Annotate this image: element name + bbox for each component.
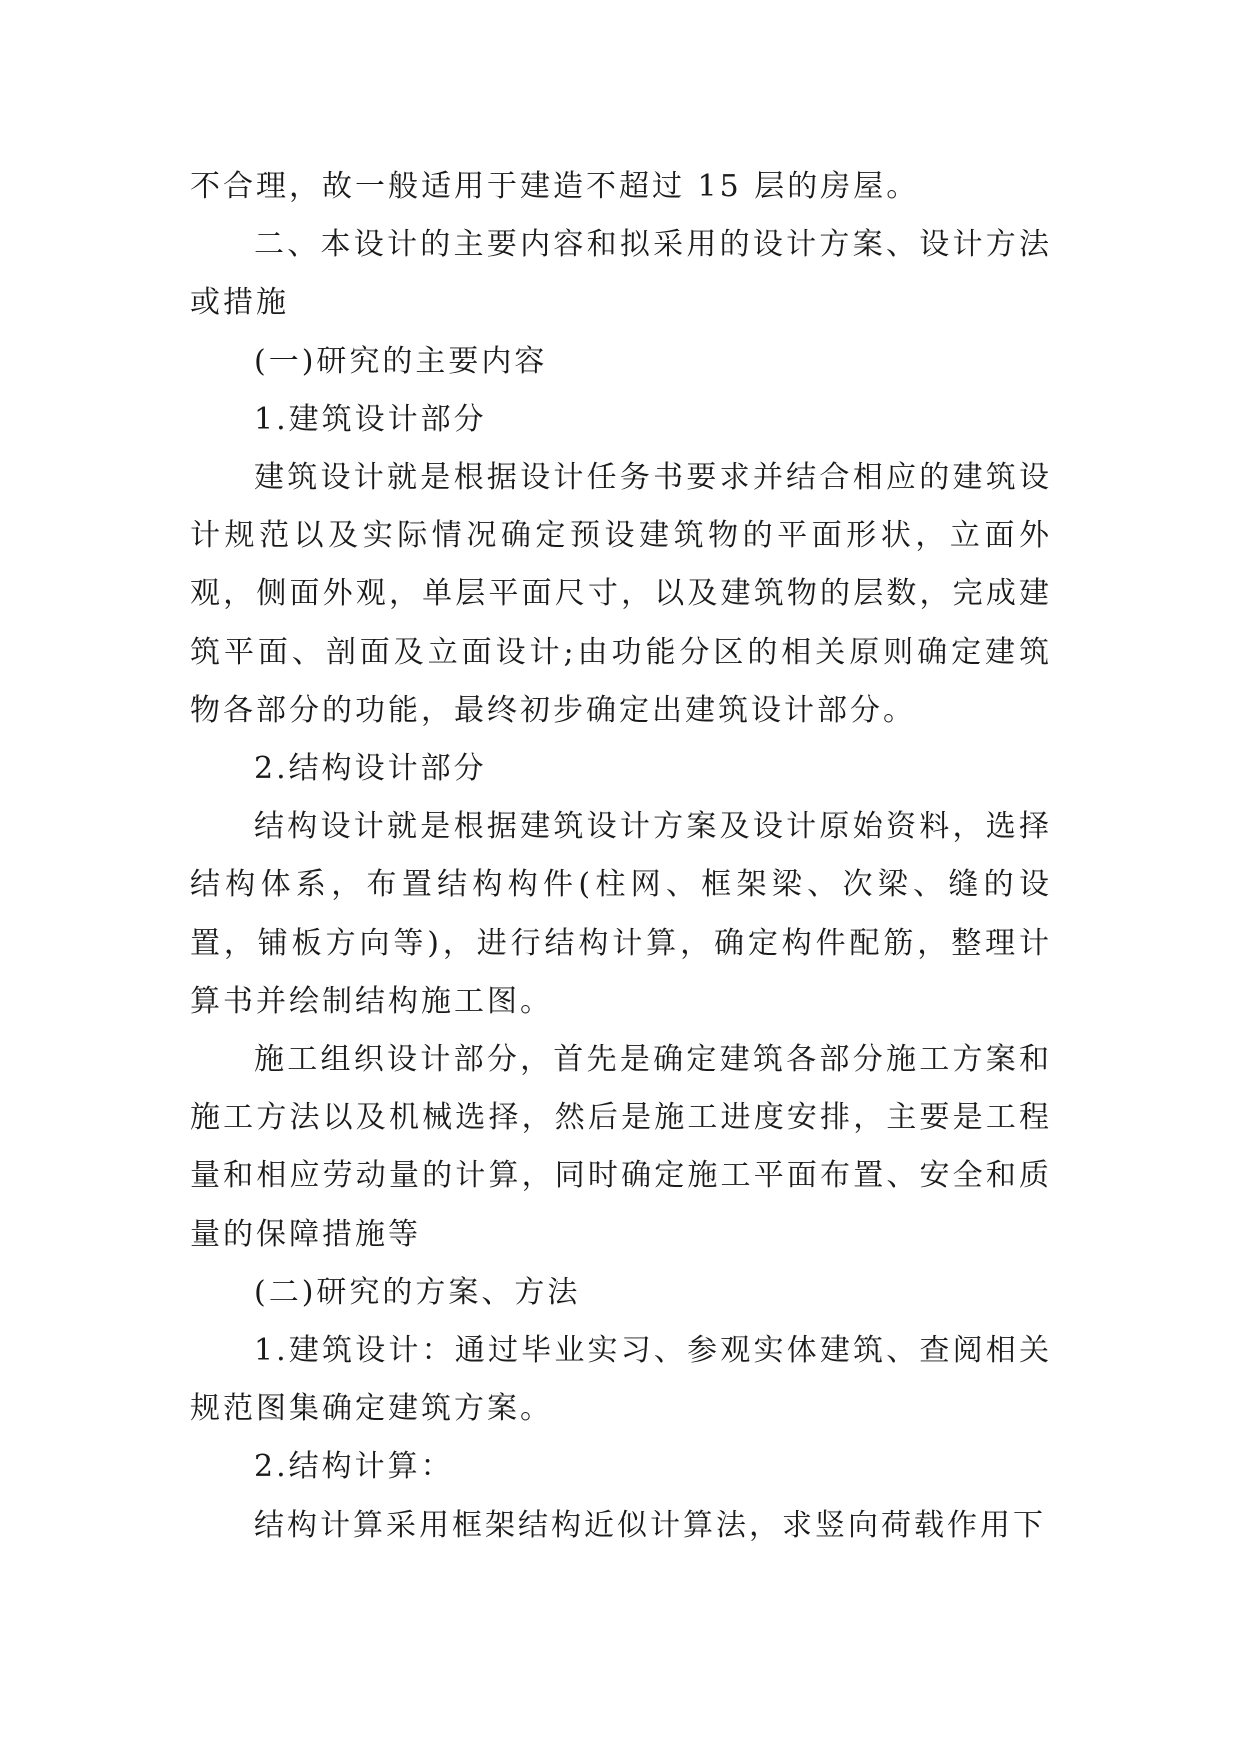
document-body [190, 158, 1052, 1555]
paragraph-method-architectural: 1.建筑设计：通过毕业实习、参观实体建筑、查阅相关规范图集确定建筑方案。 [190, 1333, 1052, 1427]
paragraph-structural-design: 结构设计就是根据建筑设计方案及设计原始资料，选择结构体系，布置结构构件(柱网、框架梁、次梁、缝的设置，铺板方向等)，进行结构计算，确定构件配筋，整理计算书并绘制结构施工图。 [190, 809, 1052, 1019]
section-heading-design-content: 二、本设计的主要内容和拟采用的设计方案、设计方法或措施 [190, 227, 1052, 321]
subsection-heading-main-content: (一)研究的主要内容 [254, 343, 548, 379]
item-heading-structural-design: 2.结构设计部分 [254, 751, 487, 787]
subsection-heading-methods: (二)研究的方案、方法 [254, 1274, 581, 1310]
paragraph-continuation: 不合理，故一般适用于建造不超过 15 层的房屋。 [190, 169, 920, 204]
item-heading-structural-calculation: 2.结构计算： [254, 1449, 454, 1485]
item-heading-architectural-design: 1.建筑设计部分 [254, 401, 487, 437]
paragraph-structural-calculation: 结构计算采用框架结构近似计算法，求竖向荷载作用下 [254, 1507, 1046, 1543]
paragraph-construction-organization: 施工组织设计部分，首先是确定建筑各部分施工方案和施工方法以及机械选择，然后是施工进度安排，主要是工程量和相应劳动量的计算，同时确定施工平面布置、安全和质量的保障措施等 [190, 1042, 1052, 1252]
paragraph-architectural-design: 建筑设计就是根据设计任务书要求并结合相应的建筑设计规范以及实际情况确定预设建筑物的平面形状，立面外观，侧面外观，单层平面尺寸，以及建筑物的层数，完成建筑平面、剖面及立面设计;由功能分区的相关原则确定建筑物各部分的功能，最终初步确定出建筑设计部分。 [190, 460, 1052, 728]
